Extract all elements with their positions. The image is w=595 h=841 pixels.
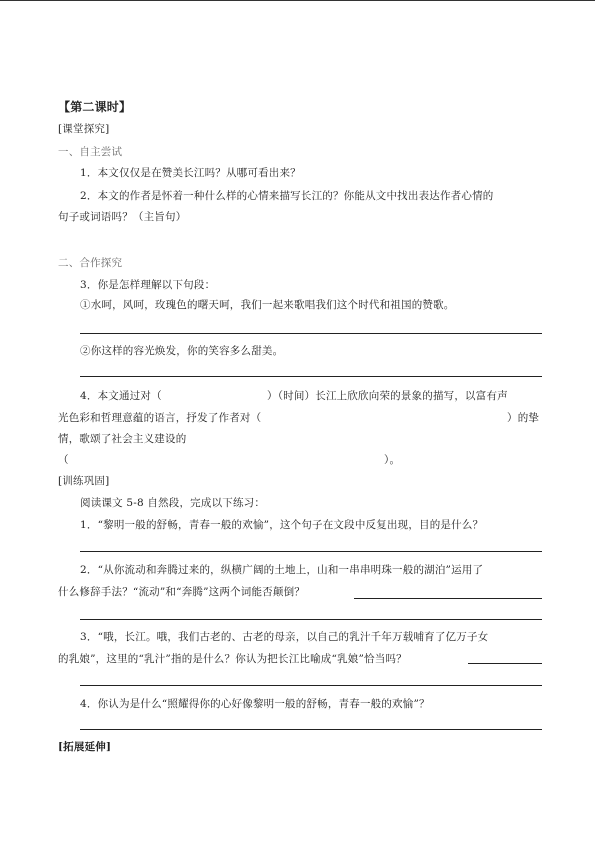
answer-line[interactable] — [80, 619, 542, 620]
practice-q4: 4．你认为是什么“照耀得你的心好像黎明一般的舒畅，青春一般的欢愉”？ — [80, 698, 430, 710]
lesson-title: 【第二课时】 — [58, 100, 132, 114]
part1-q1: 1．本文仅仅是在赞美长江吗？从哪可看出来？ — [80, 167, 301, 179]
part2-q4-f: （ — [58, 454, 69, 466]
part2-q4-e: 情，歌颂了社会主义建设的 — [58, 433, 187, 445]
practice-heading: [训练巩固] — [58, 475, 110, 487]
practice-q2-line1: 2．“从你流动和奔腾过来的，纵横广阔的土地上，山和一串串明珠一般的湖泊”运用了 — [80, 564, 484, 576]
part2-q3: 3．你是怎样理解以下句段： — [80, 279, 216, 291]
answer-line[interactable] — [80, 729, 542, 730]
answer-line[interactable] — [468, 663, 542, 664]
part2-q4-g: ）。 — [384, 454, 401, 466]
part2-q3-item2: ②你这样的容光焕发，你的笑容多么甜美。 — [80, 345, 284, 357]
part1-title: 一、自主尝试 — [58, 146, 123, 158]
practice-q1: 1．“黎明一般的舒畅，青春一般的欢愉”，这个句子在文段中反复出现，目的是什么？ — [80, 519, 484, 531]
answer-line[interactable] — [80, 685, 542, 686]
practice-q3-line1: 3．“哦，长江。哦，我们古老的、古老的母亲，以自己的乳汁千年万载哺育了亿万子女 — [80, 631, 489, 643]
answer-line[interactable] — [80, 551, 542, 552]
part2-q4-c: 光色彩和哲理意蕴的语言，抒发了作者对（ — [58, 412, 262, 424]
part2-q4-a: 4．本文通过对（ — [80, 390, 162, 402]
part1-q2-line2: 句子或词语吗？（主旨句） — [58, 211, 187, 223]
header-rule — [0, 0, 595, 1]
part2-title: 二、合作探究 — [58, 257, 123, 269]
answer-line[interactable] — [354, 598, 542, 599]
part2-q4-b: ）（时间）长江上欣欣向荣的景象的描写，以富有声 — [267, 390, 508, 402]
part1-q2-line1: 2．本文的作者是怀着一种什么样的心情来描写长江的？你能从文中找出表达作者心情的 — [80, 190, 494, 202]
classroom-heading: [课堂探究] — [58, 123, 110, 135]
answer-line[interactable] — [80, 376, 542, 377]
practice-q3-line2: 的乳娘”，这里的“乳汁”指的是什么？你认为把长江比喻成“乳娘”恰当吗？ — [58, 653, 407, 665]
extension-heading: [拓展延伸] — [58, 741, 112, 753]
part2-q4-d: ）的挚 — [507, 412, 540, 424]
practice-intro: 阅读课文 5-8 自然段，完成以下练习： — [80, 497, 266, 509]
practice-q2-line2: 什么修辞手法？“流动”和“奔腾”这两个词能否颠倒？ — [58, 586, 305, 598]
part2-q3-item1: ①水呵，风呵，玫瑰色的曙天呵，我们一起来歌唱我们这个时代和祖国的赞歌。 — [80, 299, 455, 311]
answer-line[interactable] — [80, 333, 542, 334]
